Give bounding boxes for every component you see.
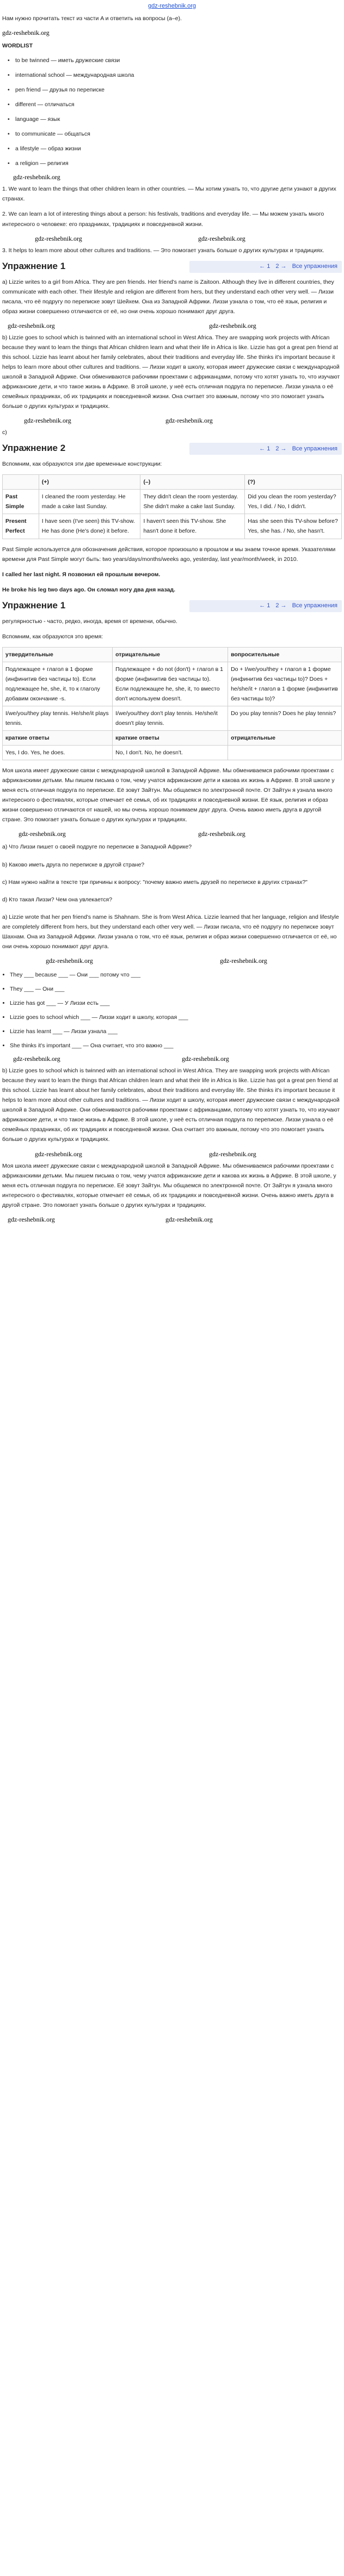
watermark: gdz-reshebnik.org [13, 173, 60, 181]
col-affirmative: (+) [39, 475, 140, 490]
cell-aff-rule: Подлежащее + глагол в 1 форме (инфинитив без частицы to). Если подлежащее he, she, it, то к глаголу добавим окончание -s. [3, 662, 113, 706]
table-row [3, 662, 342, 706]
vocab-item: • a religion — религия [8, 158, 342, 168]
section-2-header [2, 443, 342, 457]
next-page-link[interactable]: 2 → [275, 263, 287, 270]
text-block-1: Моя школа имеет дружеские связи с международной школой в Западной Африке. Мы обмениваемся рабочими проектами с африканскими детьми. Мы пишем письма о том, чему учатся африканские дети и какова их жизнь в Африке. В этой школе у меня есть отличная подруга по переписке. Её зовут Зайтун. Мы общаемся по электронной почте. От Зайтун я узнала много интересного о фестивалях, которые отмечает её семья, об их традициях и повседневной жизни. Её язык, религия и образ жизни совершенно отличаются от нашей, но мы очень хорошо понимаем друг друга. Очень важно иметь друга в другой стране. Это помогает узнать больше о других культурах и традициях. [2, 767, 335, 823]
sentence-frames [2, 970, 342, 1051]
page [0, 0, 344, 1228]
list-item: • She thinks it's important ___ — Она считает, что это важно ___ [10, 1041, 342, 1051]
col-question: вопросительные [228, 647, 342, 662]
section-3-subtitle: регулярностью - часто, редко, иногда, время от времени, обычно. [2, 618, 177, 625]
watermark: gdz-reshebnik.org [35, 1150, 82, 1158]
prev-page-link[interactable]: ← 1 [259, 263, 271, 270]
table-corner [3, 475, 39, 490]
present-simple-table [2, 647, 342, 760]
table-row [3, 514, 342, 539]
example-1: I called her last night. Я позвонил ей прошлым вечером. [2, 571, 161, 578]
section-2-title: Упражнение 2 [2, 443, 66, 454]
section-2-note: Past Simple используется для обозначения действия, которое произошло в прошлом и мы знаем точное время. Указателями времени для Past Simple могут быть: two years/days/months/weeks ago, yesterday, last year/month/week, in 2010. [2, 546, 336, 563]
next-page-link[interactable]: 2 → [275, 602, 287, 609]
tense-table [2, 474, 342, 539]
watermark: gdz-reshebnik.org [182, 1055, 229, 1063]
all-exercises-link[interactable]: Все упражнения [292, 602, 337, 609]
col-question: (?) [245, 475, 342, 490]
cell-minus: I haven't seen this TV-show. She hasn't done it before. [140, 514, 245, 539]
watermark: gdz-reshebnik.org [8, 321, 55, 329]
vocab-item: • to communicate — общаться [8, 129, 342, 139]
list-item: • Lizzie goes to school which ___ — Лиззи ходит в школу, которая ___ [10, 1012, 342, 1022]
text-block-2: a) Lizzie wrote that her pen friend's name is Shahnam. She is from West Africa. Lizzie learned that her language, religion and lifestyle are completely different from hers, but they understand each other very well. — Лиззи писала, что её подругу по переписке зовут Шахнам. Она из Западной Африки. Лиззи узнала о том, что её язык, религия и образ жизни совершенно отличается от её, но они очень хорошо понимают друг друга. [2, 913, 339, 950]
header-link[interactable]: gdz-reshebnik.org [148, 3, 196, 9]
watermark: gdz-reshebnik.org [19, 830, 66, 838]
all-exercises-link[interactable]: Все упражнения [292, 445, 337, 452]
cell-neg-rule: Подлежащее + do not (don't) + глагол в 1 форме (инфинитив без частицы to). Если подлежащее he, she, it, то вместо don't используем doesn't. [113, 662, 228, 706]
text-block-3: b) Lizzie goes to school which is twinned with an international school in West Africa. They are swapping work projects with African because they want to learn the things that African children learn and what their life in Africa is like. Lizzie has got a great pen friend at this school. Lizzie has learnt about her family celebrates, about their traditions and everyday life. She thinks it's important because it helps to learn more about other cultures and traditions. — Лиззи ходит в школу, которая имеет дружеские связи с международной школой в Западной Африке. Они обмениваются рабочими проектами с африканцами, потому что хотят узнать то, что изучают африканские дети, и что такое жизнь в Африке. В этой школе, у неё есть отличная подруга по переписке. Лиззи узнала о её семейных праздниках, об их традициях и повседневной жизни. Она считает это важным, потому что это помогает узнать больше о других культурах и традициях. [2, 1067, 340, 1143]
reason-3: 3. It helps to learn more about other cultures and traditions. — Это помогает узнать больше о других культурах и традициях. [2, 247, 324, 254]
watermark: gdz-reshebnik.org [2, 28, 50, 36]
section-2-intro: Вспомним, как образуются эти две временные конструкции: [2, 461, 162, 468]
question-d: d) Кто такая Лиззи? Чем она увлекается? [2, 896, 113, 903]
cell-aff-example: I/we/you/they play tennis. He/she/it plays tennis. [3, 706, 113, 731]
next-page-link[interactable]: 2 → [275, 445, 287, 452]
vocab-list [2, 56, 342, 168]
cell-empty [228, 746, 342, 760]
list-item: • Lizzie has got ___ — У Лиззи есть ___ [10, 998, 342, 1008]
section-1-answer-a: a) Lizzie writes to a girl from Africa. They are pen friends. Her friend's name is Zaitoon. Although they live in different countries, they communicate with each other. Their lifestyle and religion are different from hers, but they understand each other very well. — Лиззи писала, что её подругу по переписке зовут Шейхем. Она из Западной Африки. Лиззи узнала о том, что её язык, религия и образ жизни совершенно отличаются от её, но они очень хорошо понимают друг друга. [2, 278, 334, 315]
cell-q-example: Do you play tennis? Does he play tennis? [228, 706, 342, 731]
all-exercises-link[interactable]: Все упражнения [292, 263, 337, 270]
negative-head: отрицательные [228, 731, 342, 746]
watermark: gdz-reshebnik.org [24, 417, 71, 425]
vocab-item: • pen friend — друзья по переписке [8, 85, 342, 95]
watermark: gdz-reshebnik.org [220, 956, 267, 965]
reason-1: 1. We want to learn the things that other children learn in other countries. — Мы хотим узнать то, что другие дети узнают в других странах. [2, 186, 336, 203]
section-1-title: Упражнение 1 [2, 260, 66, 271]
list-item: • Lizzie has learnt ___ — Лиззи узнала ___ [10, 1027, 342, 1036]
cell-short-neg: No, I don't. No, he doesn't. [113, 746, 228, 760]
cell-q-rule: Do + I/we/you/they + глагол в 1 форме (инфинитив без частицы to)? Does + he/she/it + глагол в 1 форме (инфинитив без частицы to)? [228, 662, 342, 706]
watermark: gdz-reshebnik.org [35, 234, 82, 242]
example-2: He broke his leg two days ago. Он сломал ногу два дня назад. [2, 586, 175, 593]
tense-name: Present Perfect [3, 514, 39, 539]
prev-page-link[interactable]: ← 1 [259, 602, 271, 609]
list-item: • They ___ because ___ — Они ___ потому что ___ [10, 970, 342, 980]
col-affirmative: утвердительные [3, 647, 113, 662]
table-row [3, 706, 342, 731]
vocab-item: • to be twinned — иметь дружеские связи [8, 56, 342, 65]
section-1-answer-c: c) [2, 429, 7, 436]
cell-neg-example: I/we/you/they don't play tennis. He/she/it doesn't play tennis. [113, 706, 228, 731]
section-3-title: Упражнение 1 [2, 600, 66, 611]
cell-minus: They didn't clean the room yesterday. She didn't make a cake last Sunday. [140, 490, 245, 514]
section-1-answer-b: b) Lizzie goes to school which is twinned with an international school in West Africa. They are swapping work projects with African because they want to learn the things that African children learn and what their life in Africa is like. Lizzie has got a great pen friend at this school. Lizzie has learnt about her family celebrates, about their traditions and everyday life. She thinks it's important because it helps to learn more about other cultures and traditions. — Лиззи ходит в школу, которая имеет дружеские связи с международной школой в Западной Африке. Они обмениваются рабочими проектами с африканцами, потому что хотят узнать то, что изучают африканские дети, и что такое жизнь в Африке. В этой школе, у неё есть отличная подруга по переписке. Лиззи узнала о её семейных праздниках, об их традициях и повседневной жизни. Она считает это важным, потому что это помогает узнать больше о других культурах и традициях. [2, 334, 340, 410]
section-2-pager [189, 443, 342, 455]
text-block-4: Моя школа имеет дружеские связи с международной школой в Западной Африке. Мы обмениваемся рабочими проектами с африканскими детьми. Мы пишем письма о том, чему учатся африканские дети и какова их жизнь в Африке. В этой школе, у меня есть отличная подруга по переписке. Её зовут Зайтун. Мы общаемся по электронной почте. От Зайтун я узнала много интересного о фестивалях, которые отмечает её семья, об их традициях и повседневной жизни. Очень важно иметь друга в другой стране. Это помогает узнать больше о других культурах и традициях. [2, 1162, 336, 1208]
list-item: • They ___ — Они ___ [10, 984, 342, 994]
table-row [3, 746, 342, 760]
watermark: gdz-reshebnik.org [46, 956, 93, 965]
vocab-item: • different — отличаться [8, 100, 342, 109]
tense-name: Past Simple [3, 490, 39, 514]
question-c: c) Нам нужно найти в тексте три причины к вопросу: "почему важно иметь друзей по переписке в других странах?" [2, 878, 308, 886]
watermark: gdz-reshebnik.org [209, 321, 256, 329]
short-answers-head: краткие ответы [113, 731, 228, 746]
cell-plus: I cleaned the room yesterday. He made a cake last Sunday. [39, 490, 140, 514]
col-negative: отрицательные [113, 647, 228, 662]
vocab-item: • a lifestyle — образ жизни [8, 144, 342, 154]
cell-short-aff: Yes, I do. Yes, he does. [3, 746, 113, 760]
watermark: gdz-reshebnik.org [198, 234, 245, 242]
section-1-header [2, 261, 342, 275]
reason-2: 2. We can learn a lot of interesting things about a person: his festivals, traditions and everyday life. — Мы можем узнать много интересного о человеке: его праздниках, традициях и повседневной жизни. [2, 211, 324, 228]
vocab-item: • international school — международная школа [8, 70, 342, 80]
watermark: gdz-reshebnik.org [209, 1150, 256, 1158]
prev-page-link[interactable]: ← 1 [259, 445, 271, 452]
wordlist-title: WORDLIST [2, 42, 33, 49]
vocab-item: • language — язык [8, 114, 342, 124]
section-3-intro: Вспомним, как образуются это время: [2, 633, 103, 640]
short-answers-head: краткие ответы [3, 731, 113, 746]
cell-question: Did you clean the room yesterday? Yes, I did. / No, I didn't. [245, 490, 342, 514]
watermark: gdz-reshebnik.org [13, 1055, 60, 1063]
watermark: gdz-reshebnik.org [198, 830, 245, 838]
table-row [3, 490, 342, 514]
section-3-pager [189, 600, 342, 612]
watermark: gdz-reshebnik.org [165, 417, 213, 425]
watermark: gdz-reshebnik.org [8, 1215, 55, 1223]
intro-text: Нам нужно прочитать текст из части A и ответить на вопросы (a–e). [2, 15, 182, 22]
col-negative: (–) [140, 475, 245, 490]
section-1-pager [189, 261, 342, 273]
question-b: b) Каково иметь друга по переписке в другой стране? [2, 861, 145, 868]
question-a: a) Что Лиззи пишет о своей подруге по переписке в Западной Африке? [2, 844, 192, 851]
watermark: gdz-reshebnik.org [165, 1215, 213, 1223]
cell-plus: I have seen (I've seen) this TV-show. He has done (He's done) it before. [39, 514, 140, 539]
cell-question: Has she seen this TV-show before? Yes, she has. / No, she hasn't. [245, 514, 342, 539]
section-3-header [2, 600, 342, 614]
